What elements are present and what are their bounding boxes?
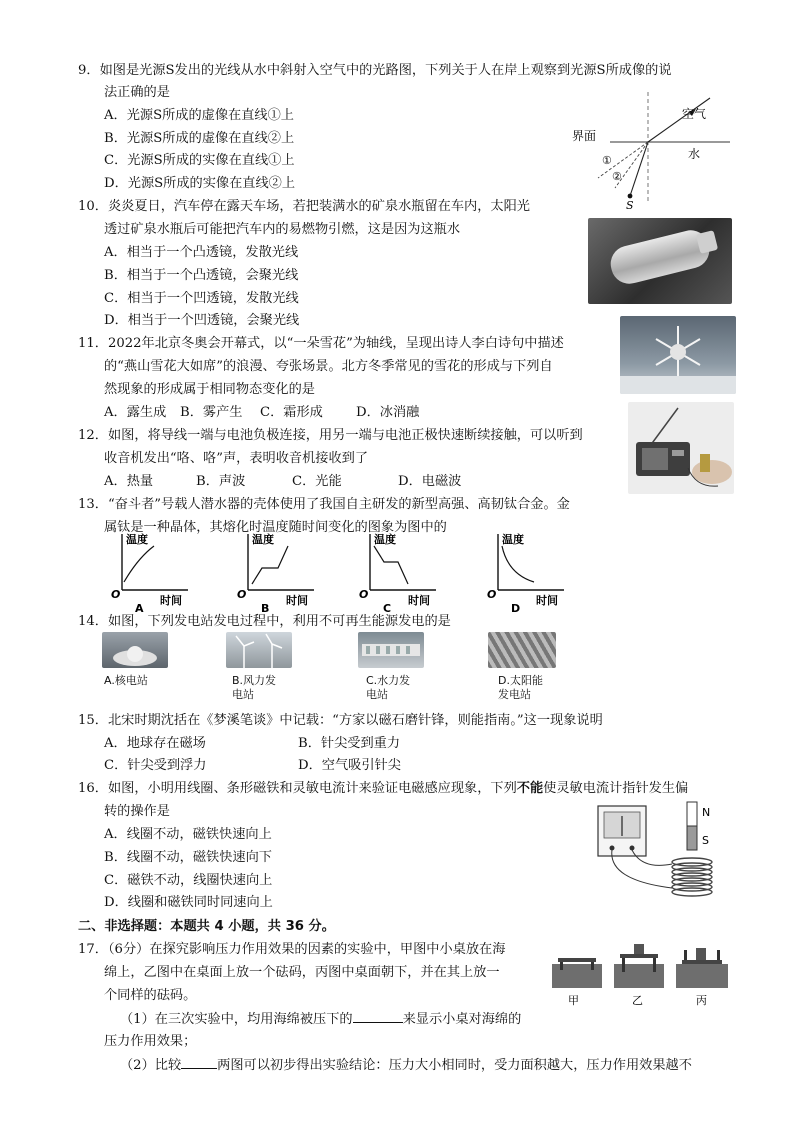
q16-option-d: D．线圈和磁铁同时同速向上 (104, 895, 273, 910)
q11-stem-line3: 然现象的形成属于相同物态变化的是 (104, 382, 315, 397)
q17-part1-cont: 压力作用效果； (104, 1034, 197, 1049)
snowflake-photo (620, 316, 736, 394)
q17-part1-text-a: （1）在三次实验中，均用海绵被压下的 (120, 1012, 353, 1027)
air-label: 空气 (682, 107, 707, 121)
q12-stem-line1: 12．如图，将导线一端与电池负极连接，用另一端与电池正极快速断续接触，可以听到 (78, 428, 583, 443)
q11-option-c: C．霜形成 (260, 405, 323, 420)
graph-c-letter: C (383, 602, 392, 614)
q11-option-b: B．雾产生 (180, 405, 243, 420)
q15-option-d: D．空气吸引针尖 (298, 758, 401, 773)
q11-stem-line1: 11．2022年北京冬奥会开幕式，以“一朵雪花”为轴线，呈现出诗人李白诗句中描述 (78, 336, 564, 351)
label-bing: 丙 (696, 994, 707, 1007)
q11-option-a: A．露生成 (104, 405, 167, 420)
hydro-plant-photo (358, 632, 424, 668)
graph-d (484, 528, 574, 614)
q14-caption-b2: 电站 (232, 688, 254, 701)
q9-stem-line1: 9．如图是光源S发出的光线从水中斜射入空气中的光路图，下列关于人在岸上观察到光源S所成像的说 (78, 63, 672, 78)
q16-stem-line1 (78, 780, 688, 798)
q10-option-c: C．相当于一个凹透镜，发散光线 (104, 291, 299, 306)
q9-option-a: A．光源S所成的虚像在直线①上 (104, 108, 294, 123)
n-pole-label: N (702, 806, 711, 819)
graph-b-xlabel: 时间 (286, 594, 308, 607)
q16-stem-line2: 转的操作是 (104, 804, 170, 819)
magnet-n-pole (687, 802, 697, 826)
radio-icon (628, 402, 734, 494)
q15-option-c: C．针尖受到浮力 (104, 758, 207, 773)
coil-icon (672, 858, 712, 896)
q11-stem-line2: 的“燕山雪花大如席”的浪漫、夸张场景。北方冬季常见的雪花的形成与下列自 (104, 359, 553, 374)
q14-caption-a: A.核电站 (104, 674, 148, 687)
q14-caption-c1: C.水力发 (366, 674, 411, 687)
q13-stem-line2: 属钛是一种晶体，其熔化时温度随时间变化的图象为图中的 (104, 520, 447, 535)
q17-part2-text-b: 两图可以初步得出实验结论：压力大小相同时，受力面积越大，压力作用效果越不 (217, 1058, 692, 1073)
q16-stem-part1: 16．如图，小明用线圈、条形磁铁和灵敏电流计来验证电磁感应现象，下列 (78, 781, 517, 796)
q12-option-c: C．光能 (292, 474, 342, 489)
q10-stem-line1: 10．炎炎夏日，汽车停在露天车场，若把装满水的矿泉水瓶留在车内，太阳光 (78, 199, 530, 214)
solar-plant-photo (488, 632, 556, 668)
graph-c-ylabel: 温度 (374, 533, 396, 546)
label-yi: 乙 (632, 994, 643, 1007)
q12-option-b: B．声波 (196, 474, 246, 489)
q10-stem-line2: 透过矿泉水瓶后可能把汽车内的易燃物引燃，这是因为这瓶水 (104, 222, 461, 237)
graph-d-origin: O (487, 588, 497, 601)
q10-option-d: D．相当于一个凹透镜，会聚光线 (104, 313, 300, 328)
graph-b-ylabel: 温度 (252, 533, 274, 546)
line1-label: ① (602, 154, 612, 167)
q12-option-a: A．热量 (104, 474, 154, 489)
q9-stem-line2: 法正确的是 (104, 85, 170, 100)
q14-caption-b1: B.风力发 (232, 674, 277, 687)
q14-caption-d1: D.太阳能 (498, 674, 543, 687)
water-bottle-photo (588, 218, 732, 304)
refraction-diagram (570, 92, 730, 210)
graph-d-ylabel: 温度 (502, 533, 524, 546)
radio-battery-photo (628, 402, 734, 494)
graph-d-xlabel: 时间 (536, 594, 558, 607)
q17-blank-2[interactable] (181, 1056, 217, 1069)
q16-stem-part2: 使灵敏电流计指针发生偏 (543, 781, 689, 796)
graph-b (234, 528, 324, 614)
q14-caption-d2: 发电站 (498, 688, 531, 701)
weight-icon (696, 948, 706, 960)
graph-a-xlabel: 时间 (160, 594, 182, 607)
q17-stem-line3: 个同样的砝码。 (104, 988, 197, 1003)
weight-icon (634, 944, 644, 954)
q17-stem-line2: 绵上，乙图中在桌面上放一个砝码，丙图中桌面朝下，并在其上放一 (104, 965, 500, 980)
q16-option-c: C．磁铁不动，线圈快速向上 (104, 873, 273, 888)
graph-a-ylabel: 温度 (126, 533, 148, 546)
graph-a-origin: O (111, 588, 121, 601)
graph-c-xlabel: 时间 (408, 594, 430, 607)
magnet-s-pole (687, 826, 697, 850)
q12-stem-line2: 收音机发出“咯、咯”声，表明收音机接收到了 (104, 451, 369, 466)
q14-caption-c2: 电站 (366, 688, 388, 701)
q17-blank-1[interactable] (353, 1010, 403, 1023)
water-label: 水 (688, 147, 701, 161)
pressure-experiment-diagram (548, 938, 734, 1010)
nuclear-plant-photo (102, 632, 168, 668)
graph-b-letter: B (261, 602, 270, 614)
q9-option-c: C．光源S所成的实像在直线①上 (104, 153, 295, 168)
wind-turbine-icon (226, 632, 292, 668)
induction-diagram (590, 800, 720, 900)
line2-label: ② (612, 170, 622, 183)
q13-stem-line1: 13．“奋斗者”号载人潜水器的壳体使用了我国自主研发的新型高强、高韧钛合金。金 (78, 497, 570, 512)
graph-d-letter: D (511, 602, 521, 614)
q14-stem-line1: 14．如图，下列发电站发电过程中，利用不可再生能源发电的是 (78, 614, 451, 629)
s-pole-label: S (702, 834, 709, 847)
q15-option-b: B．针尖受到重力 (298, 736, 401, 751)
q17-part1 (120, 1010, 521, 1029)
source-s-label: S (626, 199, 634, 210)
section-2-heading: 二、非选择题：本题共 4 小题，共 36 分。 (78, 919, 335, 934)
q9-option-d: D．光源S所成的实像在直线②上 (104, 176, 296, 191)
q15-option-a: A．地球存在磁场 (104, 736, 206, 751)
q17-part2 (120, 1056, 692, 1075)
setup-yi (614, 944, 664, 988)
q15-stem-line1: 15．北宋时期沈括在《梦溪笔谈》中记载：“方家以磁石磨针锋，则能指南。”这一现象说明 (78, 713, 603, 728)
q17-part1-text-b: 来显示小桌对海绵的 (402, 1012, 522, 1027)
q10-option-b: B．相当于一个凸透镜，会聚光线 (104, 268, 299, 283)
graph-c-origin: O (359, 588, 369, 601)
q16-option-a: A．线圈不动，磁铁快速向上 (104, 827, 272, 842)
graph-b-origin: O (237, 588, 247, 601)
label-jia: 甲 (568, 994, 579, 1007)
interface-label: 界面 (572, 129, 597, 143)
dam-icon (358, 632, 424, 668)
q17-stem-line1: 17．（6分）在探究影响压力作用效果的因素的实验中，甲图中小桌放在海 (78, 942, 506, 957)
graph-c (356, 528, 446, 614)
setup-jia (552, 958, 602, 988)
snowflake-icon (620, 316, 736, 394)
q12-option-d: D．电磁波 (398, 474, 462, 489)
q11-option-d: D．冰消融 (356, 405, 420, 420)
q17-part2-text-a: （2）比较 (120, 1058, 182, 1073)
q9-option-b: B．光源S所成的虚像在直线②上 (104, 131, 295, 146)
q16-stem-emphasis: 不能 (516, 781, 544, 796)
graph-a (108, 528, 198, 614)
setup-bing (676, 948, 728, 988)
wind-plant-photo (226, 632, 292, 668)
q16-option-b: B．线圈不动，磁铁快速向下 (104, 850, 272, 865)
graph-a-letter: A (135, 602, 144, 614)
nuclear-plant-icon (102, 632, 168, 668)
q10-option-a: A．相当于一个凸透镜，发散光线 (104, 245, 299, 260)
